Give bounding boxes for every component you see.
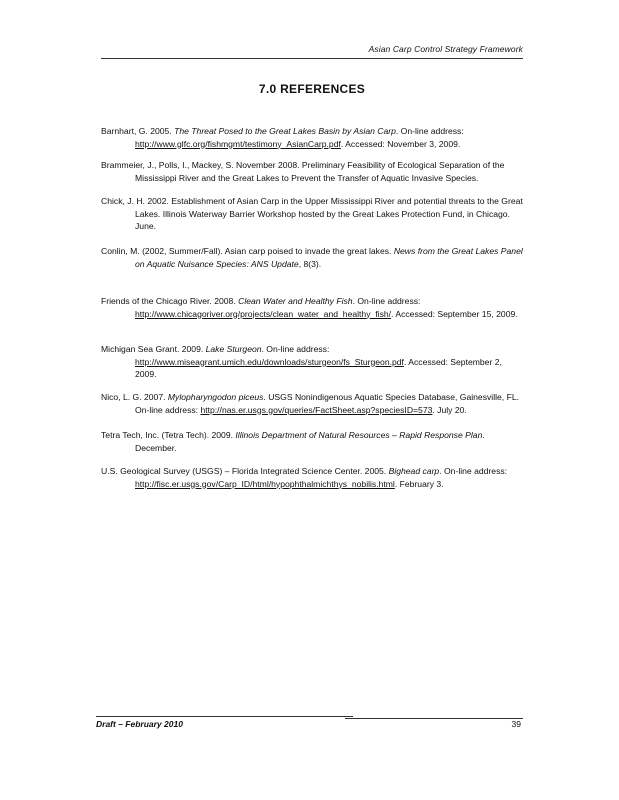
reference-title: Lake Sturgeon — [205, 344, 262, 354]
reference-text: Nico, L. G. 2007. — [101, 392, 168, 402]
reference-text: U.S. Geological Survey (USGS) – Florida Integrated Science Center. 2005. — [101, 466, 389, 476]
reference-title: Bighead carp — [388, 466, 440, 476]
reference-item — [101, 391, 523, 416]
reference-text: . July 20. — [432, 404, 467, 415]
reference-text: Barnhart, G. 2005. — [101, 126, 175, 136]
reference-text: Michigan Sea Grant. 2009. — [101, 344, 206, 354]
reference-text: . USGS Nonindigenous Aquatic Species Database, Gainesville, FL. On-line address: — [135, 392, 519, 415]
reference-text: Chick, J. H. 2002. Establishment of Asian Carp in the Upper Mississippi River and potential threats to the Great Lakes. Illinois Waterway Barrier Workshop hosted by the Great Lakes Protection Fund, in Chicago. June. — [101, 196, 523, 231]
reference-text: . Accessed: September 2, 2009. — [135, 356, 502, 379]
reference-text: . Accessed: September 15, 2009. — [391, 308, 518, 319]
footer-rule — [96, 716, 353, 717]
reference-item — [101, 245, 523, 270]
reference-text: , 8(3). — [298, 258, 322, 269]
reference-text: Conlin, M. (2002, Summer/Fall). Asian carp poised to invade the great lakes. — [101, 246, 394, 256]
reference-text: . On-line address: — [261, 344, 330, 354]
reference-title: News from the Great Lakes Panel on Aquatic Nuisance Species: ANS Update — [135, 246, 523, 269]
page-number: 39 — [511, 719, 521, 729]
footer-rule — [345, 718, 523, 719]
reference-title: Illinois Department of Natural Resources – Rapid Response Plan — [235, 430, 483, 440]
reference-link[interactable]: http://www.glfc.org/fishmgmt/testimony_AsianCarp.pdf — [135, 138, 341, 149]
reference-text: Tetra Tech, Inc. (Tetra Tech). 2009. — [101, 430, 236, 440]
reference-item — [101, 125, 523, 150]
reference-item — [101, 159, 523, 184]
reference-item — [101, 343, 523, 381]
reference-text: Friends of the Chicago River. 2008. — [101, 296, 239, 306]
section-title: 7.0 REFERENCES — [258, 82, 366, 96]
reference-item — [101, 429, 523, 454]
reference-item — [101, 195, 523, 233]
reference-link[interactable]: http://www.chicagoriver.org/projects/clean_water_and_healthy_fish/ — [135, 308, 392, 319]
reference-text: . On-line address: — [352, 296, 421, 306]
reference-link[interactable]: http://fisc.er.usgs.gov/Carp_ID/html/hypophthalmichthys_nobilis.html — [135, 478, 395, 489]
reference-title: The Threat Posed to the Great Lakes Basin by Asian Carp — [174, 126, 396, 136]
reference-text: . February 3. — [394, 478, 444, 489]
reference-title: Mylopharyngodon piceus — [167, 392, 264, 402]
reference-text: . On-line address: — [395, 126, 464, 136]
running-header: Asian Carp Control Strategy Framework — [368, 44, 523, 54]
reference-text: . Accessed: November 3, 2009. — [340, 138, 461, 149]
reference-text: . On-line address: — [439, 466, 508, 476]
reference-link[interactable]: http://www.miseagrant.umich.edu/downloads/sturgeon/fs_Sturgeon.pdf — [135, 356, 404, 367]
reference-item — [101, 465, 523, 490]
header-rule — [101, 58, 523, 59]
reference-text: Brammeier, J., Polls, I., Mackey, S. November 2008. Preliminary Feasibility of Ecological Separation of the Mississippi River and the Great Lakes to Prevent the Transfer of Aquatic Invasive Species. — [101, 160, 505, 183]
reference-link[interactable]: http://nas.er.usgs.gov/queries/FactSheet.asp?speciesID=573 — [200, 404, 433, 415]
footer-draft-date: Draft – February 2010 — [96, 719, 183, 729]
reference-text: . December. — [135, 430, 485, 453]
reference-title: Clean Water and Healthy Fish — [238, 296, 353, 306]
reference-item — [101, 295, 523, 320]
